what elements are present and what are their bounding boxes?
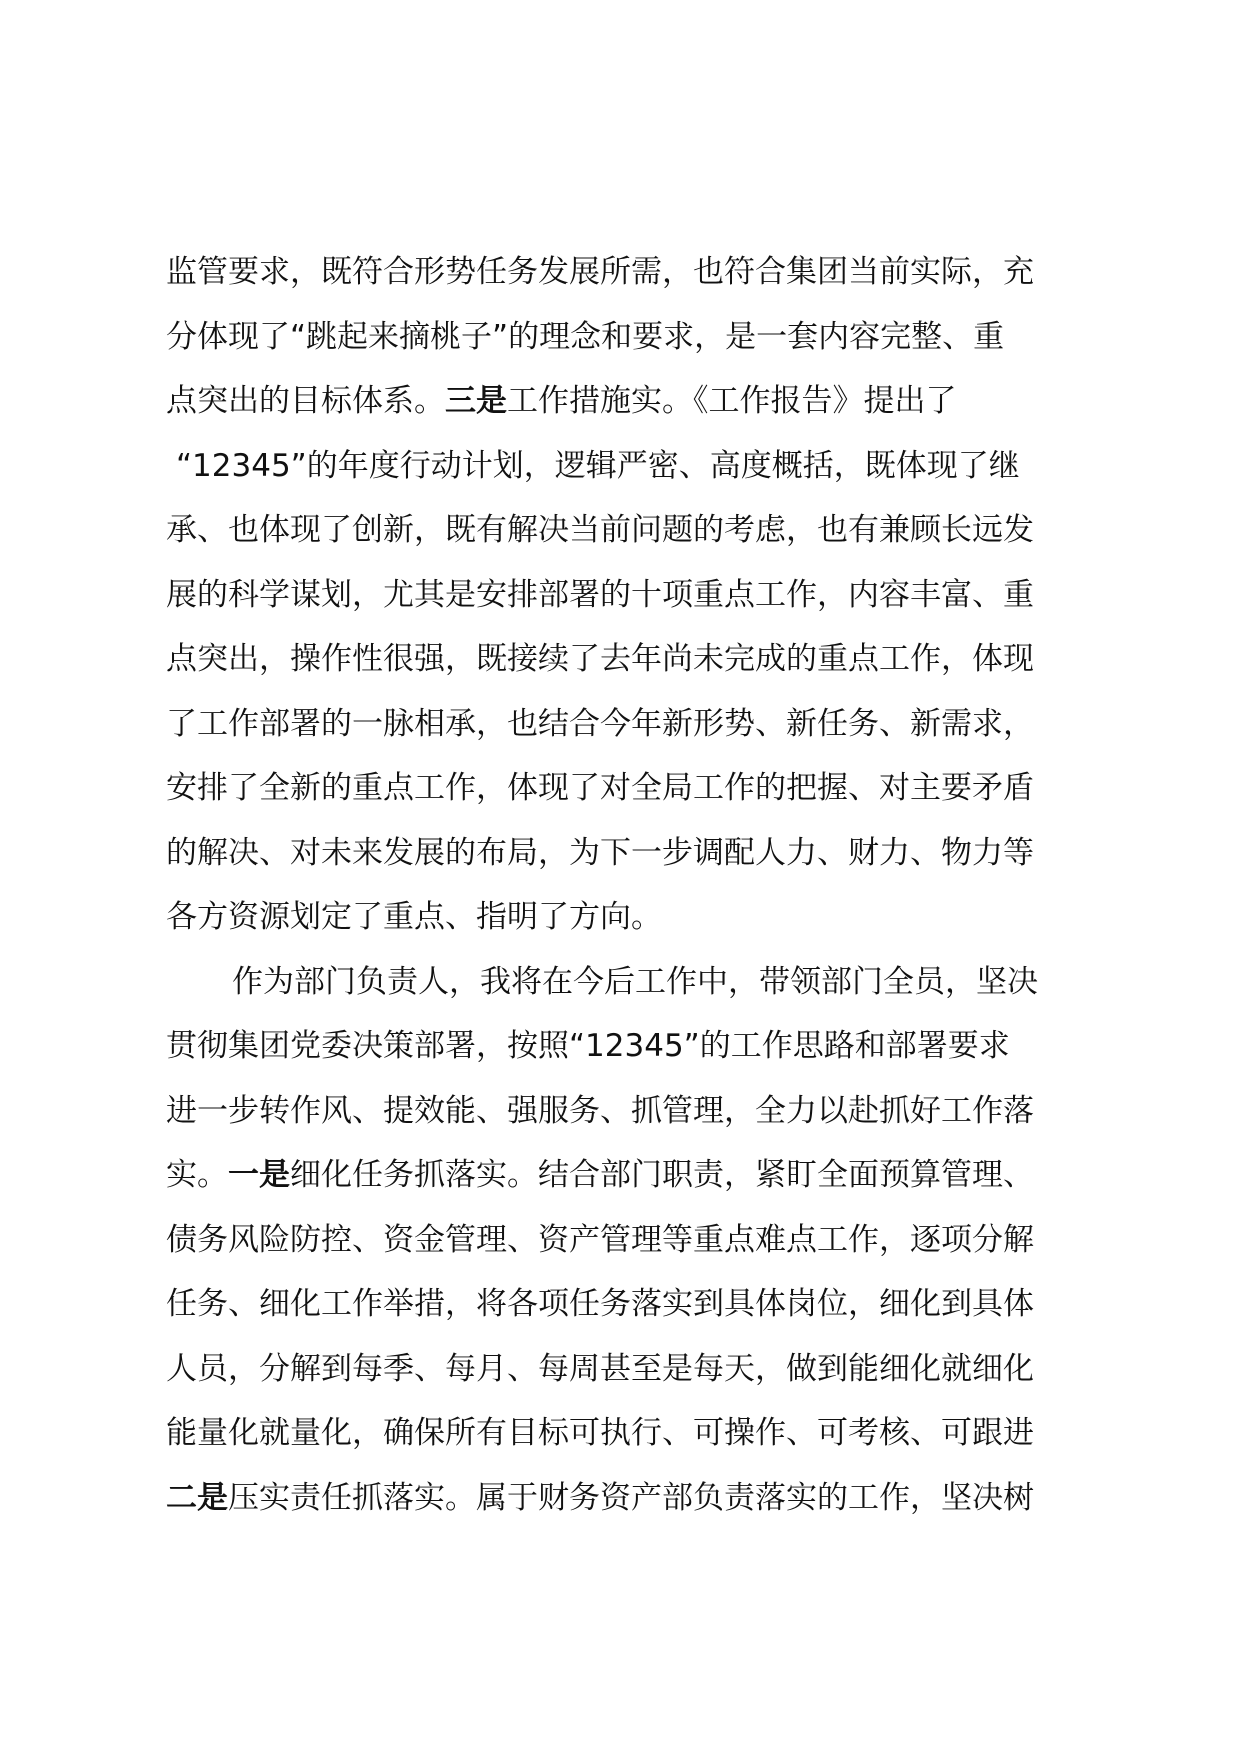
text-segment: 安排了全新的重点工作，体现了对全局工作的把握、对主要矛盾 (166, 770, 1034, 806)
text-segment: 监管要求，既符合形势任务发展所需，也符合集团当前实际，充 (166, 254, 1034, 290)
text-segment: “12345”的年度行动计划，逻辑严密、高度概括，既体现了继 (176, 447, 1020, 484)
text-line (166, 1208, 1106, 1273)
text-line (166, 498, 1106, 563)
text-line (166, 1466, 1106, 1531)
text-segment: 分体现了“跳起来摘桃子”的理念和要求，是一套内容完整、重 (166, 318, 1005, 355)
text-segment: 债务风险防控、资金管理、资产管理等重点难点工作，逐项分解 (166, 1221, 1034, 1258)
text-segment: 人员，分解到每季、每月、每周甚至是每天，做到能细化就细化 (166, 1350, 1034, 1387)
text-line (166, 240, 1106, 305)
text-segment: 了工作部署的一脉相承，也结合今年新形势、新任务、新需求， (166, 705, 1034, 742)
text-line (166, 563, 1106, 628)
text-line (166, 434, 1106, 499)
bold-lead-phrase: 三是 (445, 383, 507, 419)
text-line (166, 821, 1106, 886)
text-segment: 各方资源划定了重点、指明了方向。 (166, 899, 662, 935)
text-line (166, 369, 1106, 434)
text-line (166, 1143, 1106, 1208)
text-line (166, 1337, 1106, 1402)
text-segment: 点突出，操作性很强，既接续了去年尚未完成的重点工作，体现 (166, 641, 1034, 677)
text-segment: 任务、细化工作举措，将各项任务落实到具体岗位，细化到具体 (166, 1286, 1034, 1322)
text-line (166, 950, 1106, 1015)
bold-lead-phrase: 二是 (166, 1479, 228, 1516)
text-line (166, 885, 1106, 950)
text-line (166, 1401, 1106, 1466)
text-segment: 能量化就量化，确保所有目标可执行、可操作、可考核、可跟进 (166, 1415, 1034, 1451)
text-line (166, 692, 1106, 757)
text-line (166, 756, 1106, 821)
text-segment: 进一步转作风、提效能、强服务、抓管理，全力以赴抓好工作落 (166, 1092, 1034, 1129)
text-segment: 实。 (166, 1157, 228, 1193)
text-line (166, 1272, 1106, 1337)
text-line (166, 305, 1106, 370)
document-body (166, 240, 1106, 1530)
text-segment: 压实责任抓落实。属于财务资产部负责落实的工作，坚决树 (228, 1479, 1034, 1516)
bold-lead-phrase: 一是 (228, 1157, 290, 1193)
text-segment: 工作措施实。《工作报告》提出了 (507, 383, 957, 419)
text-line (166, 1079, 1106, 1144)
text-segment: 贯彻集团党委决策部署，按照“12345”的工作思路和部署要求 (166, 1028, 1010, 1064)
text-segment: 作为部门负责人，我将在今后工作中，带领部门全员，坚决 (232, 963, 1038, 1000)
text-line (166, 1014, 1106, 1079)
text-segment: 的解决、对未来发展的布局，为下一步调配人力、财力、物力等 (166, 834, 1034, 871)
text-segment: 展的科学谋划，尤其是安排部署的十项重点工作，内容丰富、重 (166, 576, 1034, 613)
text-line (166, 627, 1106, 692)
text-segment: 点突出的目标体系。 (166, 383, 445, 419)
text-segment: 细化任务抓落实。结合部门职责，紧盯全面预算管理、 (290, 1157, 1034, 1193)
text-segment: 承、也体现了创新，既有解决当前问题的考虑，也有兼顾长远发 (166, 512, 1034, 548)
